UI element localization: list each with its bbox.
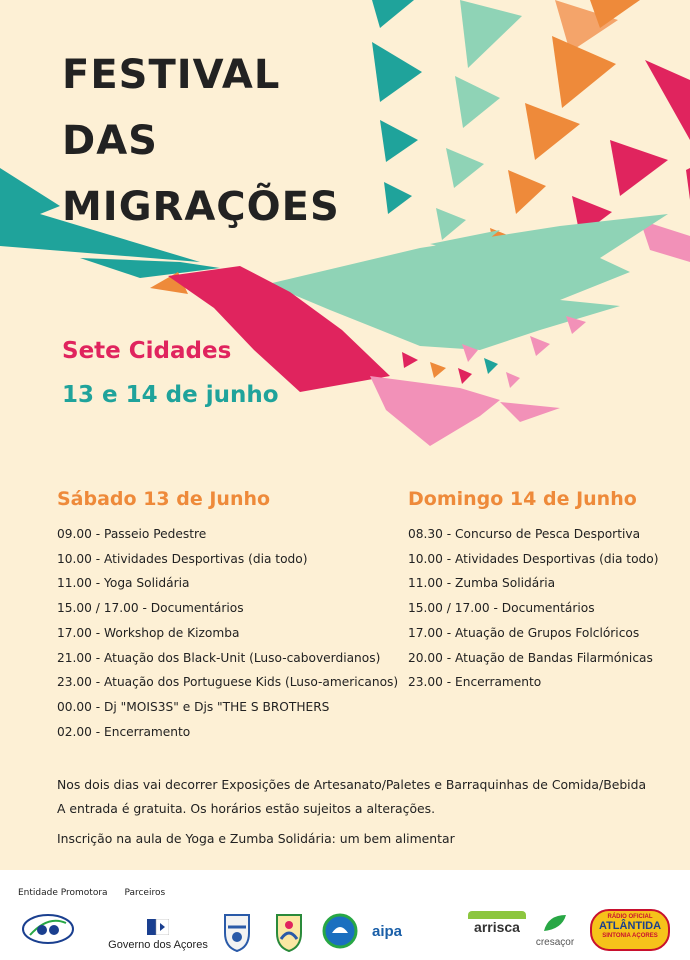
schedule-item: 11.00 - Zumba Solidária [408,576,556,591]
event-dates: 13 e 14 de junho [62,382,279,408]
schedule-item: 10.00 - Atividades Desportivas (dia todo) [57,551,308,566]
schedule-item: 23.00 - Atuação dos Portuguese Kids (Luso-americanos) [57,675,399,690]
arrisca-logo [468,911,526,935]
sunday-schedule [408,488,659,695]
event-location: Sete Cidades [62,338,232,364]
cresacor-text: cresaçor [535,937,575,948]
governo-logo [108,919,208,951]
partner-logos [0,905,690,960]
saturday-list [57,522,398,744]
promoter-label: Entidade Promotora [18,888,108,898]
note-registration: Inscrição na aula de Yoga e Zumba Solidária: um bem alimentar [57,831,455,846]
leaf-icon [542,913,568,933]
azores-flag-icon [147,919,169,935]
note-free-entry: A entrada é gratuita. Os horários estão sujeitos a alterações. [57,801,436,816]
sunday-list [408,522,659,695]
sunday-heading: Domingo 14 de Junho [408,488,637,510]
crest-icon [220,911,254,953]
note-exhibitions: Nos dois dias vai decorrer Exposições de Artesanato/Paletes e Barraquinhas de Comida/Bebida [57,777,647,792]
schedule-item: 23.00 - Encerramento [408,675,542,690]
arrisca-text: arrisca [474,919,520,935]
schedule-item: 09.00 - Passeio Pedestre [57,527,207,541]
schedule-item: 15.00 / 17.00 - Documentários [57,601,244,616]
schedule-item: 21.00 - Atuação dos Black-Unit (Luso-caboverdianos) [57,650,381,665]
radio-sub-text: SINTONIA AÇORES [602,933,658,939]
poster-title [62,42,340,240]
schedule-item: 11.00 - Yoga Solidária [57,576,190,591]
title-line-1: FESTIVAL [62,52,281,98]
schedule-item: 20.00 - Atuação de Bandas Filarmónicas [408,650,653,665]
bird-tail [370,376,500,446]
schedule-item: 17.00 - Workshop de Kizomba [57,625,240,640]
emblem-icon [322,913,358,949]
arrisca-bar [468,911,526,919]
crest-icon [272,911,306,953]
radio-logo [590,909,670,951]
event-notes [57,773,646,851]
partners-label: Parceiros [124,888,166,898]
schedule-item: 08.30 - Concurso de Pesca Desportiva [408,527,641,541]
title-line-3: MIGRAÇÕES [62,184,340,230]
schedule-item: 10.00 - Atividades Desportivas (dia todo) [408,551,659,566]
radio-name-text: ATLÂNTIDA [598,920,662,932]
radio-top-text: RÁDIO OFICIAL [607,914,653,920]
schedule-item: 15.00 / 17.00 - Documentários [408,601,595,616]
promoter-logo [22,913,74,945]
schedule-item: 17.00 - Atuação de Grupos Folclóricos [408,625,640,640]
schedule-item: 00.00 - Dj "MOIS3S" e Djs "THE S BROTHERS [57,699,330,714]
aipa-logo: aipa [372,923,403,940]
saturday-schedule [57,488,398,744]
saturday-heading: Sábado 13 de Junho [57,488,271,510]
governo-text: Governo dos Açores [108,939,208,951]
cresacor-logo [532,913,578,948]
title-line-2: DAS [62,118,158,164]
schedule-item: 02.00 - Encerramento [57,724,191,739]
footer-labels [18,888,179,898]
